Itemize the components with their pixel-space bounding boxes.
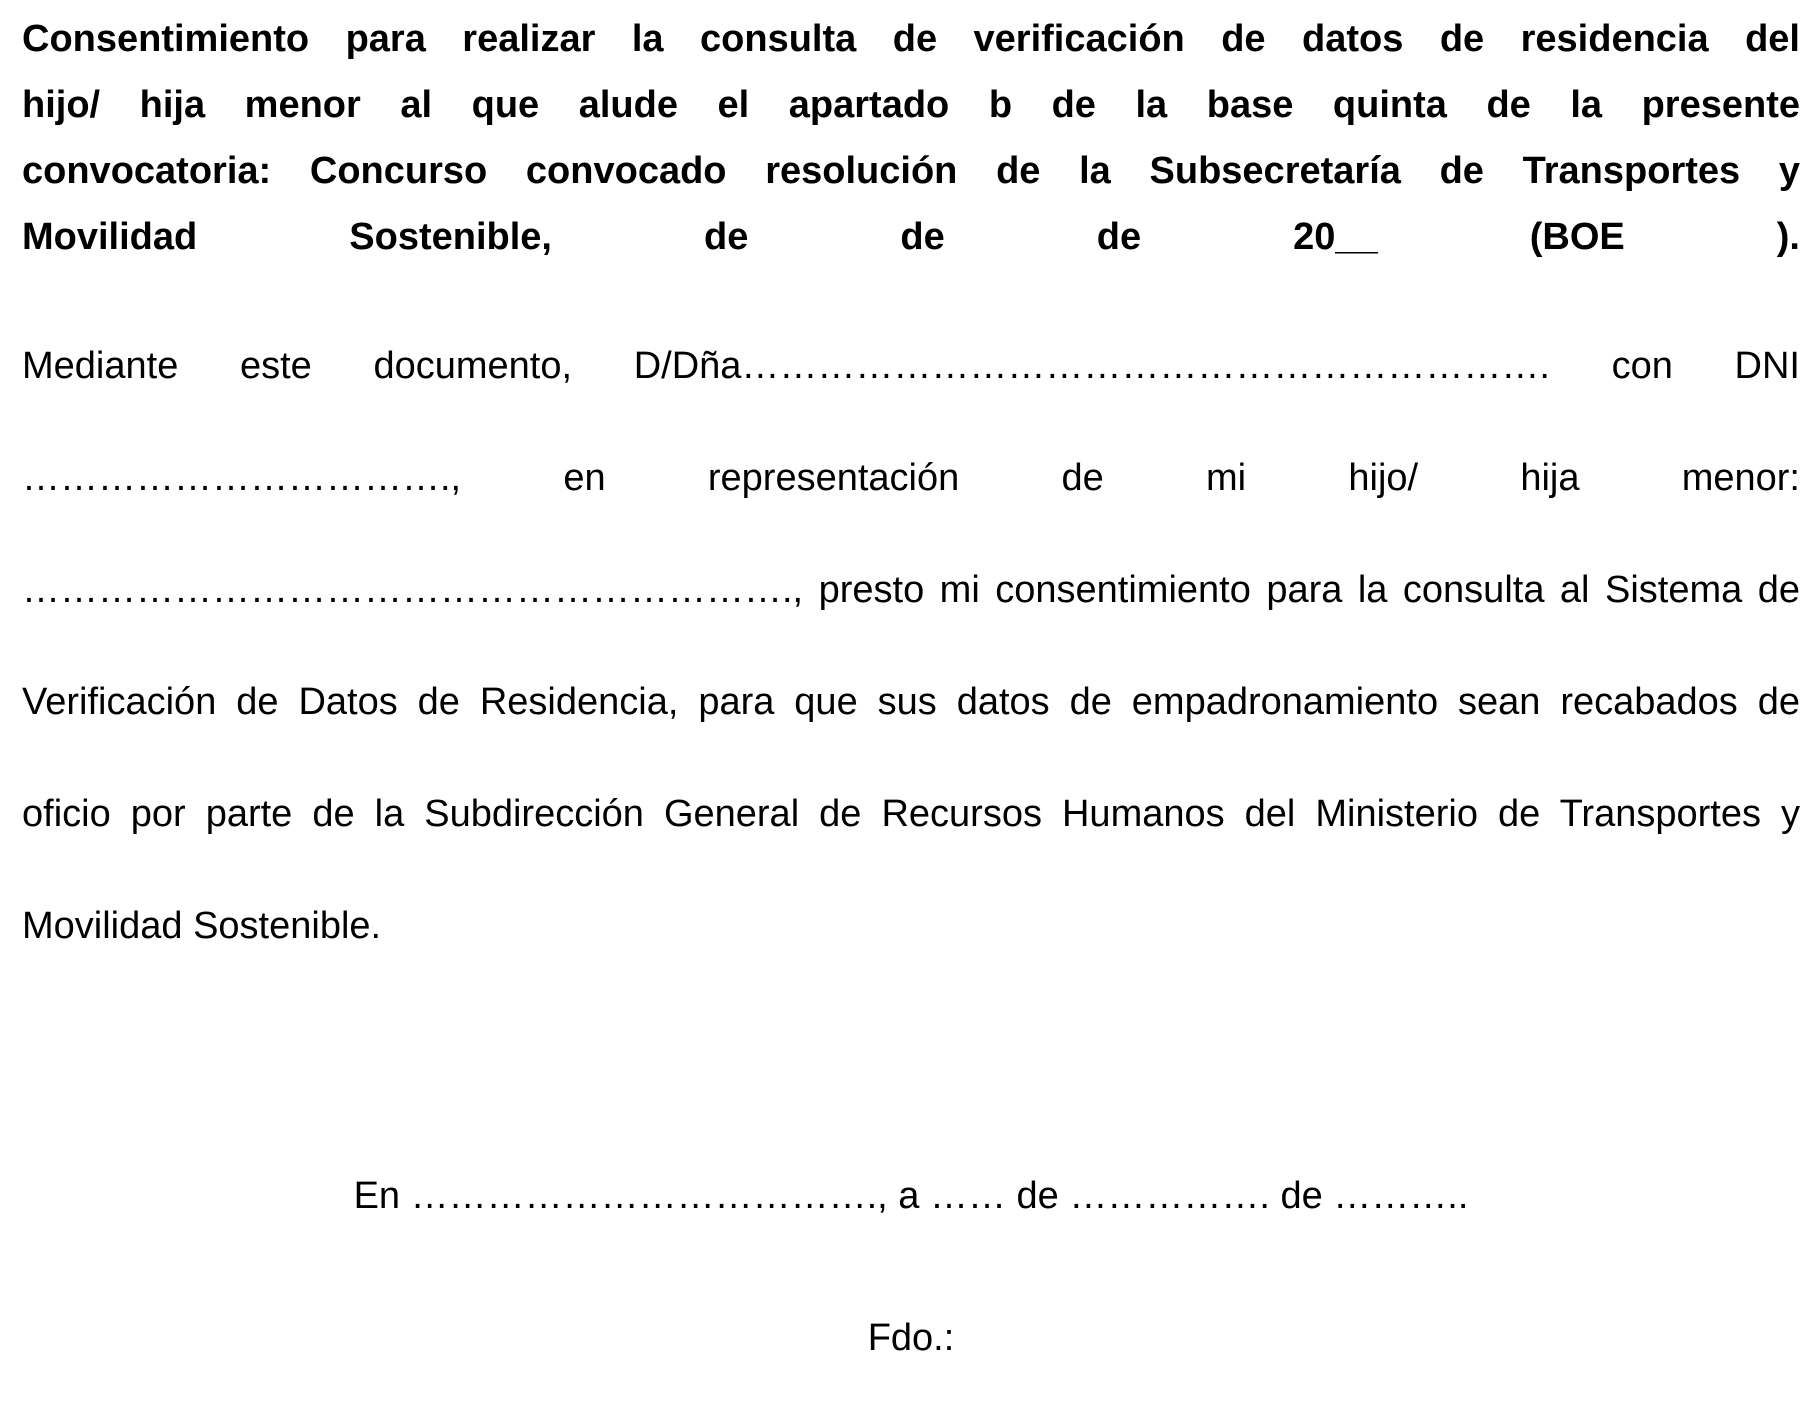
signature-label: Fdo.: — [867, 1317, 955, 1359]
heading-line-4: Movilidad Sostenible, de de de 20__ (BOE ). — [22, 216, 1800, 258]
heading-line-1: Consentimiento para realizar la consulta de verificación de datos de residencia del — [22, 18, 1800, 60]
document-page — [22, 0, 1800, 1403]
document-heading — [22, 6, 1800, 270]
heading-line-2: hijo/ hija menor al que alude el apartado b de la base quinta de la presente — [22, 84, 1800, 126]
heading-line-3: convocatoria: Concurso convocado resolución de la Subsecretaría de Transportes y — [22, 150, 1800, 192]
body-line-5: oficio por parte de la Subdirección General de Recursos Humanos del Ministerio de Transportes y — [22, 793, 1800, 835]
body-line-3: ……………………………………………………., presto mi consentimiento para la consulta al Sistema de — [22, 569, 1800, 611]
body-line-6: Movilidad Sostenible. — [22, 905, 382, 947]
place-date-line: En ………………………………., a …… de ……………. de ……….. — [353, 1175, 1469, 1217]
body-line-4: Verificación de Datos de Residencia, para que sus datos de empadronamiento sean recabados de — [22, 681, 1800, 723]
body-line-2: ……………………………., en representación de mi hijo/ hija menor: — [22, 457, 1800, 499]
body-line-1: Mediante este documento, D/Dña………………………………………………………. con DNI — [22, 345, 1800, 387]
